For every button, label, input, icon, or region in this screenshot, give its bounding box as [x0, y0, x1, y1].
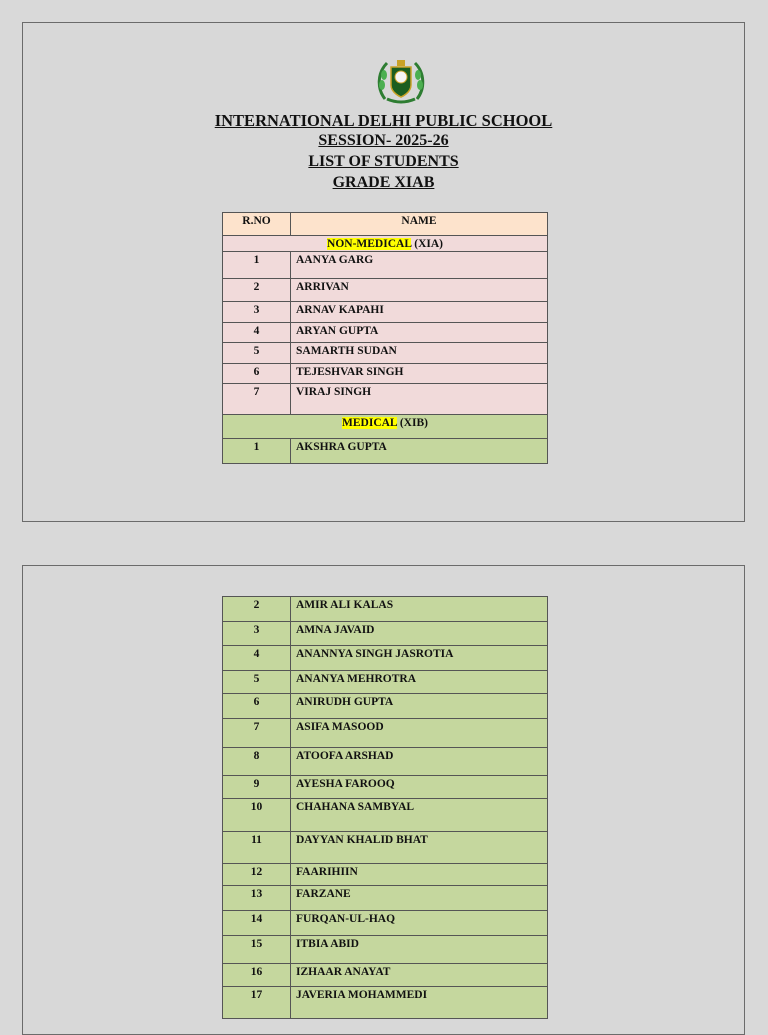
table-row	[223, 987, 548, 1019]
student-name: AMNA JAVAID	[291, 622, 548, 646]
roll-number: 12	[223, 864, 291, 886]
student-name: ANANYA MEHROTRA	[291, 671, 548, 694]
student-name: CHAHANA SAMBYAL	[291, 799, 548, 832]
roll-number: 8	[223, 748, 291, 776]
student-name: ASIFA MASOOD	[291, 719, 548, 748]
student-name: JAVERIA MOHAMMEDI	[291, 987, 548, 1019]
table-row	[223, 936, 548, 964]
rno-header: R.NO	[223, 213, 291, 236]
student-table-part-1	[222, 212, 548, 464]
student-name: ARNAV KAPAHI	[291, 302, 548, 323]
roll-number: 5	[223, 671, 291, 694]
table-row	[223, 302, 548, 323]
roll-number: 7	[223, 384, 291, 415]
roll-number: 10	[223, 799, 291, 832]
table-row	[223, 964, 548, 987]
student-name: FAARIHIIN	[291, 864, 548, 886]
table-row	[223, 279, 548, 302]
roll-number: 15	[223, 936, 291, 964]
table-row	[223, 439, 548, 464]
roll-number: 6	[223, 694, 291, 719]
student-name: ITBIA ABID	[291, 936, 548, 964]
section-class-medical: (XIB)	[396, 417, 428, 429]
roll-number: 7	[223, 719, 291, 748]
document-page-1	[22, 22, 745, 522]
roll-number: 16	[223, 964, 291, 987]
document-page-2	[22, 565, 745, 1035]
table-row	[223, 323, 548, 343]
student-name: ARYAN GUPTA	[291, 323, 548, 343]
table-row	[223, 252, 548, 279]
student-name: ATOOFA ARSHAD	[291, 748, 548, 776]
student-name: VIRAJ SINGH	[291, 384, 548, 415]
roll-number: 2	[223, 597, 291, 622]
roll-number: 4	[223, 323, 291, 343]
grade-label: GRADE XIAB	[332, 174, 435, 191]
table-row	[223, 646, 548, 671]
table-row	[223, 622, 548, 646]
section-label-non-medical: NON-MEDICAL	[327, 238, 412, 250]
student-name: AMIR ALI KALAS	[291, 597, 548, 622]
student-name: ARRIVAN	[291, 279, 548, 302]
roll-number: 4	[223, 646, 291, 671]
table-row	[223, 671, 548, 694]
roll-number: 3	[223, 622, 291, 646]
roll-number: 2	[223, 279, 291, 302]
roll-number: 1	[223, 252, 291, 279]
student-name: ANANNYA SINGH JASROTIA	[291, 646, 548, 671]
student-name: DAYYAN KHALID BHAT	[291, 832, 548, 864]
section-class-non-medical: (XIA)	[411, 238, 443, 250]
school-name: INTERNATIONAL DELHI PUBLIC SCHOOL	[214, 111, 553, 130]
non-medical-list	[223, 252, 548, 415]
roll-number: 11	[223, 832, 291, 864]
section-label-medical: MEDICAL	[342, 417, 397, 429]
student-name: TEJESHVAR SINGH	[291, 364, 548, 384]
table-header-row	[223, 213, 548, 236]
roll-number: 3	[223, 302, 291, 323]
roll-number: 1	[223, 439, 291, 464]
roll-number: 14	[223, 911, 291, 936]
medical-list-part-1	[223, 439, 548, 464]
roll-number: 17	[223, 987, 291, 1019]
table-row	[223, 343, 548, 364]
table-row	[223, 886, 548, 911]
section-row-non-medical	[223, 236, 548, 252]
roll-number: 5	[223, 343, 291, 364]
student-table-part-2	[222, 596, 548, 1019]
student-name: AYESHA FAROOQ	[291, 776, 548, 799]
student-name: IZHAAR ANAYAT	[291, 964, 548, 987]
student-name: FURQAN-UL-HAQ	[291, 911, 548, 936]
medical-list-part-2	[223, 597, 548, 1019]
student-name: FARZANE	[291, 886, 548, 911]
name-header: NAME	[291, 213, 548, 236]
section-row-medical	[223, 415, 548, 439]
student-name: AANYA GARG	[291, 252, 548, 279]
table-row	[223, 384, 548, 415]
student-name: SAMARTH SUDAN	[291, 343, 548, 364]
table-row	[223, 748, 548, 776]
table-row	[223, 364, 548, 384]
table-row	[223, 864, 548, 886]
roll-number: 13	[223, 886, 291, 911]
roll-number: 9	[223, 776, 291, 799]
student-name: ANIRUDH GUPTA	[291, 694, 548, 719]
table-row	[223, 832, 548, 864]
table-row	[223, 694, 548, 719]
table-row	[223, 719, 548, 748]
student-name: AKSHRA GUPTA	[291, 439, 548, 464]
session-label: SESSION- 2025-26	[318, 132, 449, 149]
table-row	[223, 799, 548, 832]
roll-number: 6	[223, 364, 291, 384]
table-row	[223, 597, 548, 622]
table-row	[223, 776, 548, 799]
table-row	[223, 911, 548, 936]
school-crest-icon	[375, 55, 427, 107]
list-title: LIST OF STUDENTS	[308, 153, 459, 170]
